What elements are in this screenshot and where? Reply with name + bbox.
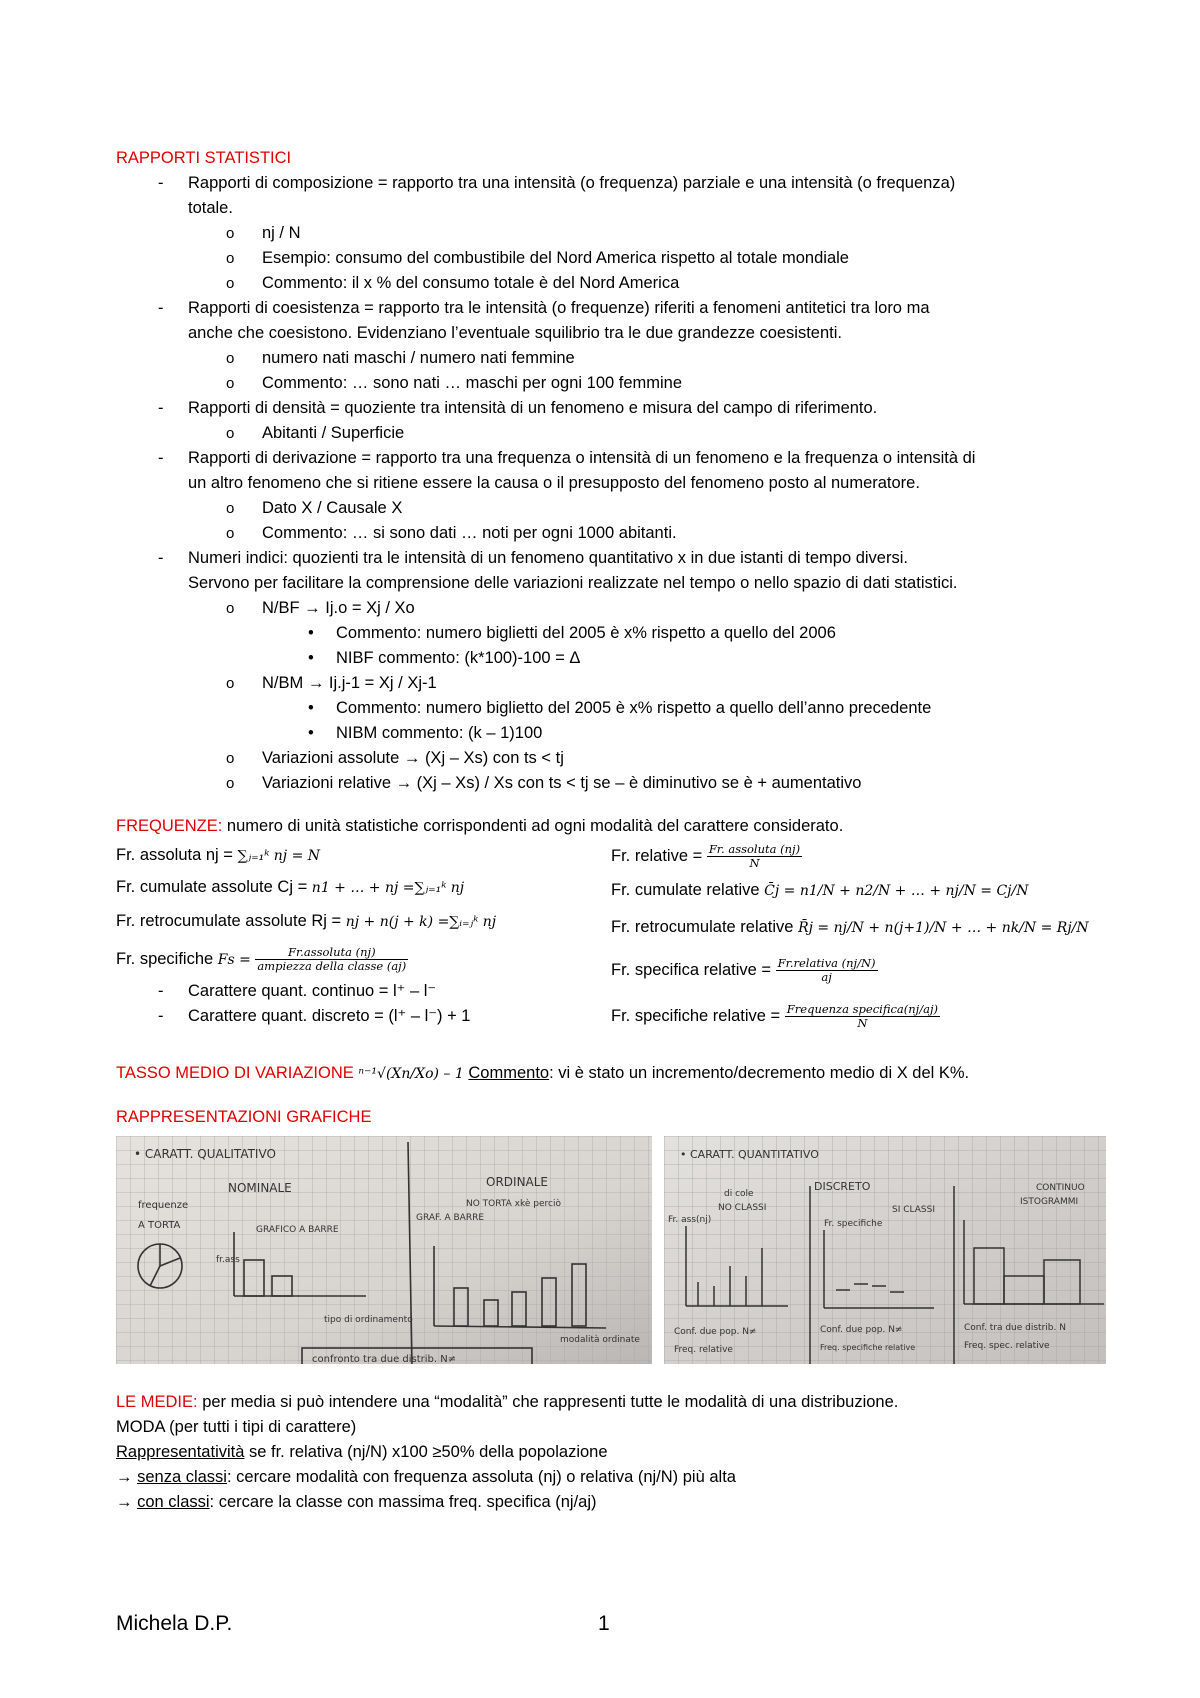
fr-assoluta — [116, 839, 611, 871]
fraction-numerator: Frequenza specifica(nj/aj) — [786, 1002, 939, 1017]
photo2-confr1: Conf. due pop. N≠ — [674, 1327, 757, 1337]
derivazione-line-2: un altro fenomeno che si ritiene essere la causa o il presupposto del fenomeno posto al numeratore. — [188, 474, 920, 492]
numeri-indici: - Numeri indici: quozienti tra le intensità di un fenomeno quantitativo x in due istanti di tempo diversi. — [116, 546, 1106, 571]
rapporti-derivazione: - Rapporti di derivazione = rapporto tra una frequenza o intensità di un fenomeno e la frequenza o intensità di — [116, 446, 1106, 471]
fraction-numerator: Fr.relativa (nj/N) — [777, 956, 876, 971]
photo1-grafico: GRAFICO A BARRE — [256, 1225, 339, 1235]
fraction-numerator: Fr.assoluta (nj) — [255, 946, 408, 960]
rappresentativita-line — [116, 1440, 1106, 1465]
derivazione-item: o Commento: … si sono dati … noti per ogni 1000 abitanti. — [116, 521, 1106, 546]
senza-classi-text: : cercare modalità con frequenza assoluta (nj) o relativa (nj/N) più alta — [226, 1468, 736, 1486]
composizione-line-2: totale. — [188, 199, 233, 217]
photo2-no-classi: NO CLASSI — [718, 1203, 767, 1213]
fr-retro-formula: nj + n(j + k) =∑ᵢ₌ⱼᵏ nj — [345, 914, 497, 930]
photo2-si-classi: SI CLASSI — [892, 1205, 935, 1215]
fraction-denominator: N — [857, 1016, 868, 1031]
composizione-item: o Commento: il x % del consumo totale è del Nord America — [116, 271, 1106, 296]
carattere-continuo: - Carattere quant. continuo = l⁺ – l⁻ — [116, 979, 611, 1004]
arrow-icon: → — [116, 1468, 138, 1486]
fr-cum-rel-label: Fr. cumulate relative — [611, 881, 765, 899]
section-title-rapporti: RAPPORTI STATISTICI — [116, 149, 292, 167]
spacer — [116, 1366, 1106, 1390]
senza-classi-label: senza classi — [137, 1468, 227, 1486]
tasso-formula: ⁿ⁻¹√(Xn/Xo) – 1 — [358, 1066, 464, 1082]
fr-cumulate-formula: n1 + … + nj =∑ⱼ₌₁ᵏ nj — [311, 880, 465, 896]
frequenze-heading — [116, 814, 1106, 839]
photo2-freq-spec: Freq. specifiche relative — [820, 1343, 916, 1352]
fr-spec-rel2-label: Fr. specifiche relative = — [611, 1007, 785, 1025]
photo2-freq-spec2: Freq. spec. relative — [964, 1341, 1050, 1351]
fr-retro-rel-label: Fr. retrocumulate relative — [611, 918, 799, 936]
photo1-no-torta: NO TORTA xkè perciò — [466, 1199, 561, 1209]
medie-desc: per media si può intendere una “modalità” che rappresenti tutte le modalità di una distribuzione. — [197, 1393, 899, 1411]
moda-line: MODA (per tutti i tipi di carattere) — [116, 1418, 357, 1436]
fr-retro-rel-formula: R̄j = nj/N + n(j+1)/N + … + nk/N = Rj/N — [798, 920, 1089, 936]
derivazione-item: o Dato X / Causale X — [116, 496, 1106, 521]
con-classi-label: con classi — [137, 1493, 210, 1511]
fr-specifiche-symbol: Fs = — [217, 952, 256, 968]
section-title-tasso: TASSO MEDIO DI VARIAZIONE — [116, 1064, 354, 1082]
rapporti-densita: - Rapporti di densità = quoziente tra intensità di un fenomeno e misura del campo di riferimento. — [116, 396, 1106, 421]
fr-cumulate — [116, 871, 611, 903]
fraction-denominator: N — [749, 856, 760, 871]
fr-assoluta-label: Fr. assoluta nj = — [116, 846, 238, 864]
nibf-subitem: • NIBF commento: (k*100)-100 = Δ — [116, 646, 1106, 671]
spacer — [116, 796, 1106, 814]
photo1-heading: • CARATT. QUALITATIVO — [134, 1147, 276, 1161]
nibf-item: o N/BF → Ij.o = Xj / Xo — [116, 596, 1106, 621]
composizione-item: o nj / N — [116, 221, 1106, 246]
rappresentativita-label: Rappresentatività — [116, 1443, 245, 1461]
fraction-denominator: ampiezza della classe (aj) — [257, 959, 407, 974]
composizione-line-1: Rapporti di composizione = rapporto tra una intensità (o frequenza) parziale e una intensità (o frequenza) — [188, 174, 956, 192]
medie-heading — [116, 1390, 1106, 1415]
fr-retrocumulate-relative — [611, 907, 1106, 947]
spacer — [116, 1039, 1106, 1057]
densita-item: o Abitanti / Superficie — [116, 421, 1106, 446]
senza-classi-line — [116, 1465, 1106, 1490]
photo-qualitativo-drawing — [116, 1136, 652, 1364]
fr-retrocumulate — [116, 903, 611, 939]
frequenze-left-column — [116, 839, 611, 1039]
fr-specifiche-label: Fr. specifiche — [116, 950, 218, 968]
fr-relative-fraction — [707, 843, 802, 870]
photo1-nominale: NOMINALE — [228, 1181, 292, 1195]
tasso-medio — [116, 1057, 1106, 1089]
photo2-heading: • CARATT. QUANTITATIVO — [680, 1148, 819, 1161]
photo1-modalita: tipo di ordinamento — [324, 1315, 413, 1325]
fraction-numerator: Fr. assoluta (nj) — [708, 842, 801, 857]
rapporti-composizione — [116, 171, 1106, 196]
fr-spec-rel2-fraction — [785, 1003, 940, 1030]
variazioni-relative: o Variazioni relative → (Xj – Xs) / Xs con ts < tj se – è diminutivo se è + aumentativo — [116, 771, 1106, 796]
photo1-freqass: fr.ass — [216, 1255, 240, 1265]
arrow-icon: → — [116, 1493, 138, 1511]
photo1-frequenze: frequenze — [138, 1200, 189, 1211]
nibm-subitem: • NIBM commento: (k – 1)100 — [116, 721, 1106, 746]
page-content — [116, 146, 1106, 1515]
coesistenza-item: o Commento: … sono nati … maschi per ogni 100 femmine — [116, 371, 1106, 396]
photo1-confronto: confronto tra due distrib. N≠ — [312, 1354, 457, 1364]
composizione-item: o Esempio: consumo del combustibile del Nord America rispetto al totale mondiale — [116, 246, 1106, 271]
nibf-subitem: • Commento: numero biglietti del 2005 è x% rispetto a quello del 2006 — [116, 621, 1106, 646]
con-classi-line — [116, 1490, 1106, 1515]
variazioni-assolute: o Variazioni assolute → (Xj – Xs) con ts < tj — [116, 746, 1106, 771]
photo2-discreto: DISCRETO — [814, 1180, 871, 1193]
photo1-modalita2: modalità ordinate — [560, 1335, 640, 1345]
nibm-item: o N/BM → Ij.j-1 = Xj / Xj-1 — [116, 671, 1106, 696]
fr-spec-rel-label: Fr. specifica relative = — [611, 961, 776, 979]
fr-specifiche — [116, 939, 611, 979]
photo2-freq-rel: Freq. relative — [674, 1345, 733, 1355]
fr-spec-rel-fraction — [776, 957, 878, 984]
fr-assoluta-formula: ∑ⱼ₌₁ᵏ nj = N — [237, 848, 321, 864]
graphics-photos — [116, 1136, 1106, 1366]
frequenze-right-column — [611, 839, 1106, 1039]
photo1-ordinale: ORDINALE — [486, 1175, 549, 1189]
photo1-torta: A TORTA — [138, 1220, 181, 1231]
nibm-subitem: • Commento: numero biglietto del 2005 è x% rispetto a quello dell’anno precedente — [116, 696, 1106, 721]
fr-specifica-relative — [611, 947, 1106, 993]
coesistenza-item: o numero nati maschi / numero nati femmine — [116, 346, 1106, 371]
photo2-fr-spec: Fr. specifiche — [824, 1219, 883, 1229]
footer-author: Michela D.P. — [116, 1612, 233, 1635]
coesistenza-line-2: anche che coesistono. Evidenziano l’eventuale squilibrio tra le due grandezze coesistenti. — [188, 324, 842, 342]
fr-retro-label: Fr. retrocumulate assolute Rj = — [116, 912, 346, 930]
tasso-comment-label: Commento — [468, 1064, 550, 1082]
photo1-graf: GRAF. A BARRE — [416, 1213, 485, 1223]
tasso-comment: : vi è stato un incremento/decremento medio di X del K%. — [549, 1064, 970, 1082]
fr-specifiche-fraction — [255, 946, 408, 973]
frequenze-desc: numero di unità statistiche corrispondenti ad ogni modalità del carattere considerato. — [222, 817, 844, 835]
photo-quantitativo — [664, 1136, 1106, 1364]
fr-relative — [611, 839, 1106, 873]
photo2-confr3: Conf. tra due distrib. N — [964, 1323, 1066, 1333]
section-title-medie: LE MEDIE: — [116, 1393, 198, 1411]
con-classi-text: : cercare la classe con massima freq. specifica (nj/aj) — [209, 1493, 597, 1511]
photo2-continuo: CONTINUO — [1036, 1183, 1085, 1193]
fraction-denominator: aj — [821, 970, 832, 985]
rapporti-coesistenza: - Rapporti di coesistenza = rapporto tra le intensità (o frequenze) riferiti a fenomeni antitetici tra loro ma — [116, 296, 1106, 321]
rappresentativita-text: se fr. relativa (nj/N) x100 ≥50% della popolazione — [244, 1443, 608, 1461]
section-title-frequenze: FREQUENZE: — [116, 817, 223, 835]
photo2-istogrammi: ISTOGRAMMI — [1020, 1197, 1079, 1207]
photo2-dicole: di cole — [724, 1189, 754, 1199]
carattere-discreto: - Carattere quant. discreto = (l⁺ – l⁻) + 1 — [116, 1004, 611, 1029]
frequenze-formulas — [116, 839, 1106, 1039]
fr-cumulate-relative — [611, 873, 1106, 907]
fr-cum-rel-formula: C̄j = n1/N + n2/N + … + nj/N = Cj/N — [764, 883, 1029, 899]
photo2-confr2: Conf. due pop. N≠ — [820, 1325, 903, 1335]
photo-quantitativo-drawing — [664, 1136, 1106, 1364]
footer-page-number: 1 — [598, 1612, 610, 1635]
indici-line-2: Servono per facilitare la comprensione delle variazioni realizzate nel tempo o nello spazio di dati statistici. — [188, 574, 958, 592]
section-title-grafiche: RAPPRESENTAZIONI GRAFICHE — [116, 1108, 372, 1126]
spacer — [116, 1089, 1106, 1105]
photo2-fr-ass: Fr. ass(nj) — [668, 1215, 712, 1225]
fr-specifiche-relative — [611, 993, 1106, 1039]
fr-cumulate-label: Fr. cumulate assolute Cj = — [116, 878, 312, 896]
photo-qualitativo — [116, 1136, 652, 1364]
fr-relative-label: Fr. relative = — [611, 847, 707, 865]
